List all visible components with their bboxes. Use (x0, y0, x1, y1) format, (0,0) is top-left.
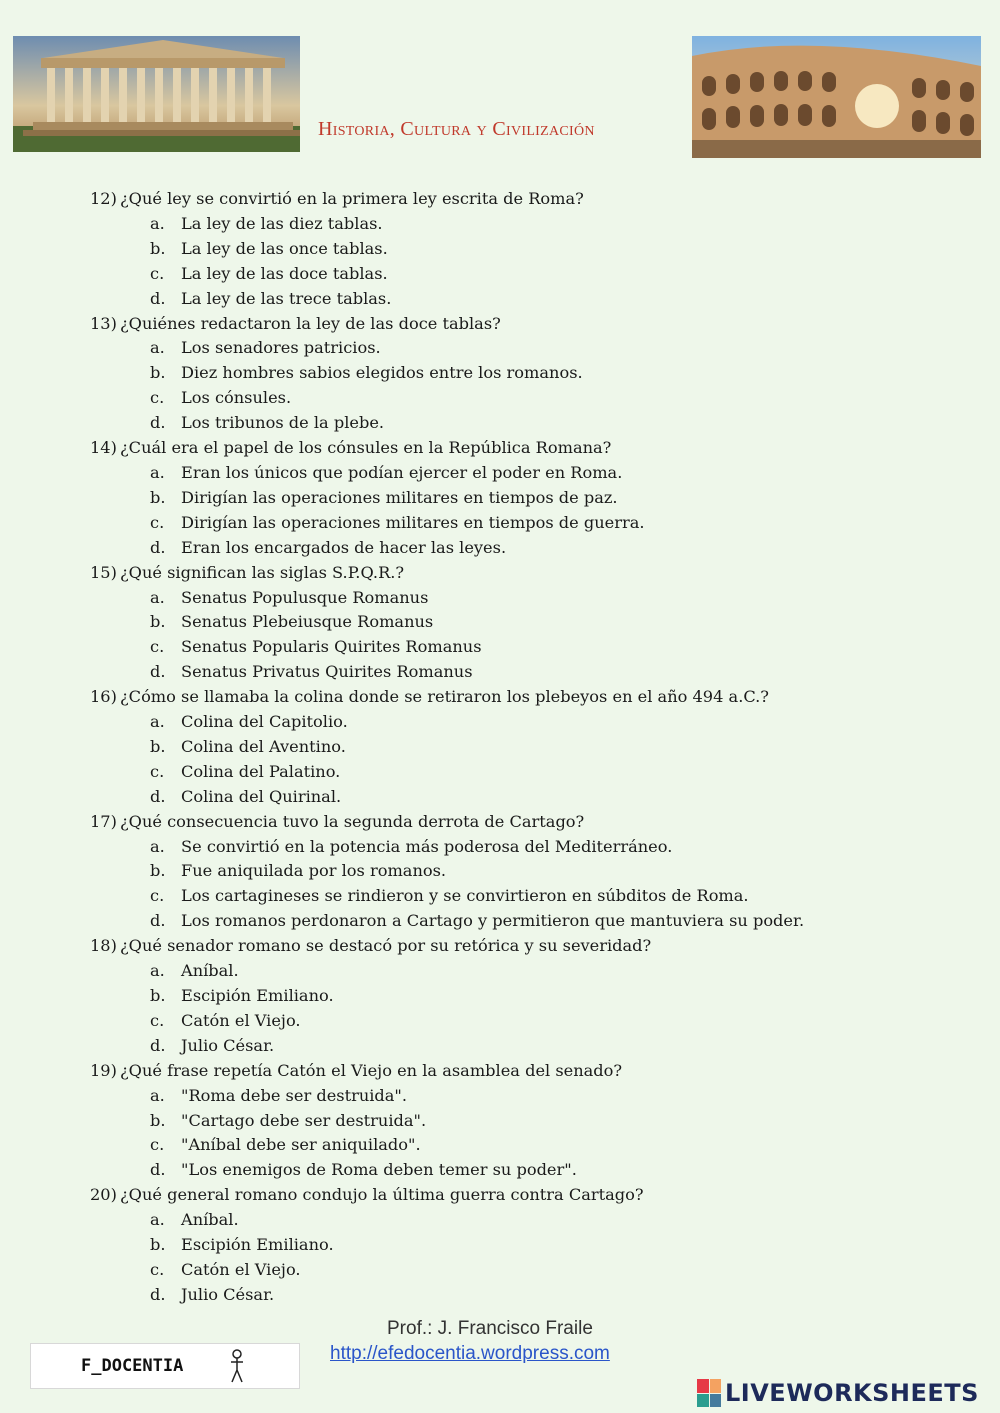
option-text: Los senadores patricios. (181, 338, 381, 358)
answer-option[interactable] (90, 1158, 970, 1183)
answer-option[interactable] (90, 710, 970, 735)
answer-option[interactable] (90, 486, 970, 511)
question-text: ¿Quiénes redactaron la ley de las doce tablas? (120, 313, 501, 333)
colosseum-image (692, 36, 981, 158)
option-text: La ley de las diez tablas. (181, 213, 383, 233)
option-letter: c. (150, 1259, 165, 1279)
question-text: ¿Qué senador romano se destacó por su retórica y su severidad? (120, 936, 652, 956)
question-number: 13) (90, 313, 117, 333)
question-number: 19) (90, 1060, 117, 1080)
option-text: Eran los únicos que podían ejercer el poder en Roma. (181, 462, 623, 482)
option-letter: a. (150, 961, 165, 981)
option-letter: a. (150, 712, 165, 732)
question (90, 934, 970, 959)
option-letter: a. (150, 1210, 165, 1230)
option-letter: d. (150, 911, 166, 931)
option-letter: c. (150, 388, 165, 408)
option-letter: b. (150, 1110, 166, 1130)
option-text: La ley de las trece tablas. (181, 288, 392, 308)
answer-option[interactable] (90, 361, 970, 386)
answer-option[interactable] (90, 212, 970, 237)
answer-option[interactable] (90, 660, 970, 685)
option-text: La ley de las doce tablas. (181, 263, 388, 283)
answer-option[interactable] (90, 1258, 970, 1283)
temple-image (13, 36, 300, 152)
answer-option[interactable] (90, 610, 970, 635)
option-letter: a. (150, 338, 165, 358)
question-number: 16) (90, 687, 117, 707)
answer-option[interactable] (90, 1109, 970, 1134)
answer-option[interactable] (90, 835, 970, 860)
option-letter: a. (150, 462, 165, 482)
question-text: ¿Qué frase repetía Catón el Viejo en la asamblea del senado? (120, 1060, 623, 1080)
question-number: 20) (90, 1185, 117, 1205)
option-letter: d. (150, 537, 166, 557)
option-letter: d. (150, 288, 166, 308)
answer-option[interactable] (90, 760, 970, 785)
question-text: ¿Qué ley se convirtió en la primera ley escrita de Roma? (120, 189, 584, 208)
option-text: "Roma debe ser destruida". (181, 1085, 408, 1105)
option-text: Aníbal. (181, 961, 239, 981)
option-text: Senatus Privatus Quirites Romanus (181, 662, 473, 682)
option-letter: c. (150, 637, 165, 657)
option-letter: d. (150, 1035, 166, 1055)
answer-option[interactable] (90, 1084, 970, 1109)
option-text: "Aníbal debe ser aniquilado". (181, 1135, 421, 1155)
answer-option[interactable] (90, 586, 970, 611)
answer-option[interactable] (90, 785, 970, 810)
answer-option[interactable] (90, 1283, 970, 1308)
option-letter: c. (150, 1010, 165, 1030)
question-number: 17) (90, 811, 117, 831)
answer-option[interactable] (90, 511, 970, 536)
option-letter: d. (150, 413, 166, 433)
option-text: Fue aniquilada por los romanos. (181, 861, 447, 881)
question (90, 187, 970, 212)
option-letter: b. (150, 612, 166, 632)
option-letter: a. (150, 587, 165, 607)
option-letter: b. (150, 1235, 166, 1255)
liveworksheets-text: LIVEWORKSHEETS (725, 1379, 979, 1407)
option-text: "Los enemigos de Roma deben temer su poder". (181, 1160, 577, 1180)
option-letter: c. (150, 512, 165, 532)
option-text: Eran los encargados de hacer las leyes. (181, 537, 507, 557)
answer-option[interactable] (90, 1009, 970, 1034)
question-number: 18) (90, 936, 117, 956)
option-text: Senatus Popularis Quirites Romanus (181, 637, 482, 657)
answer-option[interactable] (90, 859, 970, 884)
question (90, 685, 970, 710)
question-list (90, 187, 970, 1308)
option-text: Dirigían las operaciones militares en tiempos de guerra. (181, 512, 645, 532)
question (90, 561, 970, 586)
option-text: Dirigían las operaciones militares en tiempos de paz. (181, 487, 618, 507)
option-letter: c. (150, 263, 165, 283)
liveworksheets-brand (697, 1378, 979, 1408)
question (90, 312, 970, 337)
option-letter: d. (150, 662, 166, 682)
option-text: Diez hombres sabios elegidos entre los romanos. (181, 363, 583, 383)
option-letter: b. (150, 363, 166, 383)
question (90, 810, 970, 835)
option-text: La ley de las once tablas. (181, 238, 388, 258)
question (90, 1183, 970, 1208)
option-letter: d. (150, 1160, 166, 1180)
option-text: Julio César. (181, 1284, 275, 1304)
answer-option[interactable] (90, 1034, 970, 1059)
option-text: Los cartagineses se rindieron y se convirtieron en súbditos de Roma. (181, 886, 749, 906)
option-text: Los tribunos de la plebe. (181, 413, 385, 433)
question-number: 12) (90, 189, 117, 208)
fdocentia-logo-text: F_DOCENTIA (81, 1356, 184, 1376)
option-letter: c. (150, 886, 165, 906)
question-text: ¿Qué consecuencia tuvo la segunda derrota de Cartago? (120, 811, 585, 831)
option-text: Colina del Quirinal. (181, 786, 342, 806)
liveworksheets-icon (697, 1379, 721, 1407)
option-text: Aníbal. (181, 1210, 239, 1230)
option-text: Colina del Capitolio. (181, 712, 348, 732)
option-text: Senatus Plebeiusque Romanus (181, 612, 434, 632)
option-text: Los cónsules. (181, 388, 292, 408)
answer-option[interactable] (90, 287, 970, 312)
option-letter: b. (150, 861, 166, 881)
option-text: Escipión Emiliano. (181, 986, 334, 1005)
question-number: 14) (90, 438, 117, 458)
fdocentia-logo (30, 1343, 300, 1389)
answer-option[interactable] (90, 1133, 970, 1158)
option-letter: c. (150, 1135, 165, 1155)
option-text: Colina del Palatino. (181, 761, 341, 781)
author-label: Prof.: J. Francisco Fraile (387, 1318, 593, 1339)
answer-option[interactable] (90, 1208, 970, 1233)
answer-option[interactable] (90, 984, 970, 1009)
answer-option[interactable] (90, 336, 970, 361)
option-letter: a. (150, 213, 165, 233)
answer-option[interactable] (90, 1233, 970, 1258)
question-number: 15) (90, 562, 117, 582)
option-text: Escipión Emiliano. (181, 1235, 334, 1255)
question-text: ¿Cuál era el papel de los cónsules en la República Romana? (120, 438, 612, 458)
option-letter: c. (150, 761, 165, 781)
option-letter: b. (150, 238, 166, 258)
option-text: Senatus Populusque Romanus (181, 587, 429, 607)
answer-option[interactable] (90, 735, 970, 760)
answer-option[interactable] (90, 386, 970, 411)
answer-option[interactable] (90, 461, 970, 486)
question (90, 1059, 970, 1084)
answer-option[interactable] (90, 411, 970, 436)
option-letter: d. (150, 786, 166, 806)
answer-option[interactable] (90, 237, 970, 262)
question-text: ¿Qué significan las siglas S.P.Q.R.? (120, 562, 405, 582)
option-letter: d. (150, 1284, 166, 1304)
option-text: "Cartago debe ser destruida". (181, 1110, 427, 1130)
answer-option[interactable] (90, 884, 970, 909)
option-text: Colina del Aventino. (181, 736, 346, 756)
option-letter: a. (150, 836, 165, 856)
option-text: Se convirtió en la potencia más poderosa del Mediterráneo. (181, 836, 673, 856)
question-text: ¿Cómo se llamaba la colina donde se retiraron los plebeyos en el año 494 a.C.? (120, 687, 769, 707)
website-link[interactable]: http://efedocentia.wordpress.com (330, 1343, 610, 1364)
question (90, 436, 970, 461)
answer-option[interactable] (90, 909, 970, 934)
question-text: ¿Qué general romano condujo la última guerra contra Cartago? (120, 1185, 644, 1205)
answer-option[interactable] (90, 959, 970, 984)
option-text: Catón el Viejo. (181, 1259, 301, 1279)
option-text: Los romanos perdonaron a Cartago y permitieron que mantuviera su poder. (181, 911, 805, 931)
figure-icon (227, 1348, 247, 1384)
answer-option[interactable] (90, 635, 970, 660)
option-letter: b. (150, 736, 166, 756)
option-letter: b. (150, 986, 166, 1005)
answer-option[interactable] (90, 536, 970, 561)
option-letter: b. (150, 487, 166, 507)
header-title: Historia, Cultura y Civilización (318, 118, 595, 140)
answer-option[interactable] (90, 262, 970, 287)
option-text: Julio César. (181, 1035, 275, 1055)
option-text: Catón el Viejo. (181, 1010, 301, 1030)
option-letter: a. (150, 1085, 165, 1105)
